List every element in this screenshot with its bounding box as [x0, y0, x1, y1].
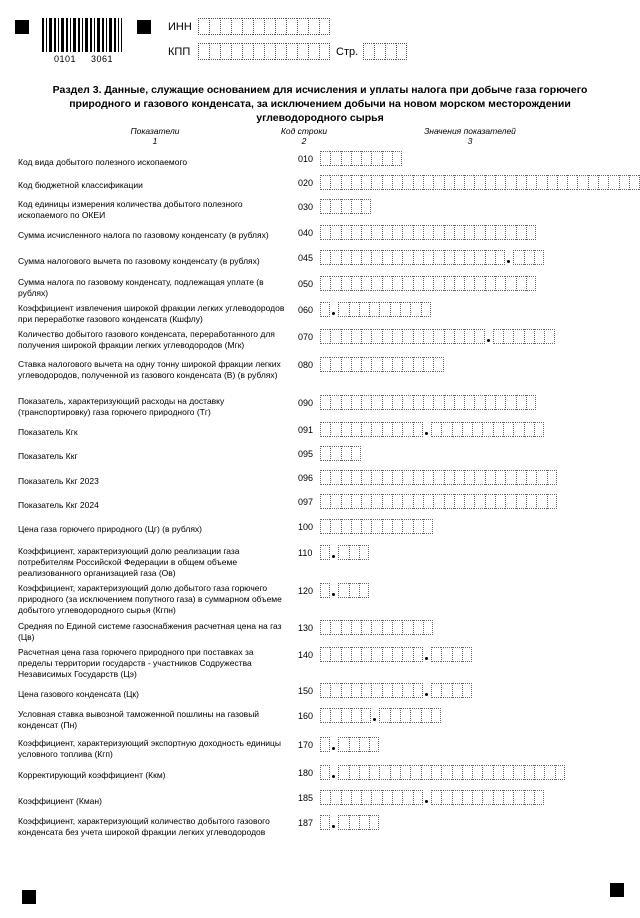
row-label: Коэффициент, характеризующий экспортную доходность единицы условного топлива (Кгп)	[18, 738, 282, 759]
row-code: 096	[298, 473, 314, 483]
row-value-field[interactable]	[320, 225, 536, 240]
row-value-field[interactable]	[320, 199, 371, 214]
row-code: 140	[298, 650, 314, 660]
row-code: 095	[298, 449, 314, 459]
row-value-field[interactable]	[320, 357, 444, 372]
inn-label: ИНН	[168, 21, 192, 33]
barcode-number-left: 0101	[54, 54, 77, 64]
column-number-2: 2	[301, 136, 307, 146]
row-value-field[interactable]	[320, 620, 433, 635]
row-label: Цена газа горючего природного (Цг) (в рублях)	[18, 524, 202, 534]
row-value-field[interactable]	[320, 329, 555, 344]
column-number-3: 3	[467, 136, 473, 146]
row-label: Коэффициент (Кман)	[18, 796, 102, 806]
row-code: 060	[298, 305, 314, 315]
barcode	[42, 18, 122, 52]
row-label: Средняя по Единой системе газоснабжения расчетная цена на газ (Цв)	[18, 621, 282, 642]
barcode-number-right: 3061	[91, 54, 114, 64]
column-header-values: Значения показателей	[424, 126, 516, 136]
row-value-field[interactable]	[320, 302, 431, 317]
row-value-field[interactable]	[320, 765, 565, 780]
row-code: 090	[298, 398, 314, 408]
row-value-field[interactable]	[320, 250, 544, 265]
row-label: Код единицы измерения количества добытого полезного ископаемого по ОКЕИ	[18, 199, 243, 220]
row-value-field[interactable]	[320, 790, 544, 805]
column-header-indicators: Показатели	[130, 126, 180, 136]
row-label: Корректирующий коэффициент (Ккм)	[18, 770, 166, 780]
row-label: Коэффициент, характеризующий количество добытого газового конденсата без учета широкой фракции легких углеводородов	[18, 816, 270, 837]
row-label: Количество добытого газового конденсата, переработанного для получения широкой фракции легких углеводородов (Мгк)	[18, 329, 275, 350]
row-value-field[interactable]	[320, 494, 557, 509]
row-code: 160	[298, 711, 314, 721]
row-value-field[interactable]	[320, 446, 361, 461]
row-code: 110	[298, 548, 313, 558]
page-label: Стр.	[336, 46, 359, 58]
row-value-field[interactable]	[320, 683, 472, 698]
row-code: 130	[298, 623, 314, 633]
row-code: 045	[298, 253, 314, 263]
row-label: Показатель Ккг	[18, 451, 78, 461]
kpp-label: КПП	[168, 46, 191, 58]
row-label: Показатель Ккг 2024	[18, 500, 99, 510]
row-label: Коэффициент извлечения широкой фракции легких углеводородов при переработке газового конденсата (Кшфлу)	[18, 303, 285, 324]
row-code: 180	[298, 768, 314, 778]
column-number-1: 1	[152, 136, 158, 146]
row-code: 050	[298, 279, 314, 289]
row-value-field[interactable]	[320, 395, 536, 410]
row-value-field[interactable]	[320, 175, 640, 190]
row-value-field[interactable]	[320, 470, 557, 485]
row-value-field[interactable]	[320, 647, 472, 662]
row-code: 100	[298, 522, 314, 532]
row-value-field[interactable]	[320, 276, 536, 291]
row-label: Условная ставка вывозной таможенной пошлины на газовый конденсат (Пн)	[18, 709, 260, 730]
row-label: Коэффициент, характеризующий долю добытого газа горючего природного (за исключением попутного газа) в суммарном объеме добытого углеводородного сырья (Кгпн)	[18, 583, 282, 615]
kpp-field[interactable]	[198, 43, 330, 60]
row-label: Код бюджетной классификации	[18, 180, 143, 190]
row-label: Показатель Кгк	[18, 427, 78, 437]
row-code: 185	[298, 793, 314, 803]
row-code: 170	[298, 740, 314, 750]
row-label: Ставка налогового вычета на одну тонну широкой фракции легких углеводородов, полученной из газового конденсата (В) (в рублях)	[18, 359, 281, 380]
row-label: Сумма налогового вычета по газовому конденсату (в рублях)	[18, 256, 260, 266]
row-code: 187	[298, 818, 314, 828]
corner-marker-bottom-left	[22, 890, 36, 904]
row-label: Показатель Ккг 2023	[18, 476, 99, 486]
row-value-field[interactable]	[320, 737, 379, 752]
corner-marker-top-left	[15, 20, 29, 34]
corner-marker-bottom-right	[610, 883, 624, 897]
column-header-code: Код строки	[280, 126, 328, 136]
row-value-field[interactable]	[320, 151, 402, 166]
row-value-field[interactable]	[320, 708, 441, 723]
row-code: 070	[298, 332, 314, 342]
row-code: 080	[298, 360, 314, 370]
corner-marker-top-right	[137, 20, 151, 34]
row-value-field[interactable]	[320, 583, 369, 598]
row-code: 097	[298, 497, 314, 507]
row-value-field[interactable]	[320, 545, 369, 560]
page-number-field[interactable]	[363, 43, 407, 60]
row-label: Цена газового конденсата (Цк)	[18, 689, 139, 699]
row-value-field[interactable]	[320, 815, 379, 830]
row-value-field[interactable]	[320, 422, 544, 437]
row-code: 020	[298, 178, 314, 188]
row-label: Расчетная цена газа горючего природного при поставках за пределы территории государств - участников Содружества Независимых Государств (Цэ)	[18, 647, 254, 679]
row-code: 120	[298, 586, 314, 596]
row-code: 010	[298, 154, 314, 164]
row-label: Код вида добытого полезного ископаемого	[18, 157, 188, 167]
row-label: Сумма налога по газовому конденсату, подлежащая уплате (в рублях)	[18, 277, 264, 298]
inn-field[interactable]	[198, 18, 330, 35]
row-label: Коэффициент, характеризующий долю реализации газа потребителям Российской Федерации в общем объеме реализованного организацией газа (Ов)	[18, 546, 240, 578]
row-code: 091	[298, 425, 314, 435]
row-code: 150	[298, 686, 314, 696]
row-label: Сумма исчисленного налога по газовому конденсату (в рублях)	[18, 230, 269, 240]
row-code: 030	[298, 202, 314, 212]
section-title: Раздел 3. Данные, служащие основанием для исчисления и уплаты налога при добыче газа горючего природного и газового конденсата, за исключением добычи на новом морском месторождении углеводородного сырья	[52, 84, 588, 124]
row-code: 040	[298, 228, 314, 238]
row-value-field[interactable]	[320, 519, 433, 534]
row-label: Показатель, характеризующий расходы на доставку (транспортировку) газа горючего природного (Тг)	[18, 396, 225, 417]
